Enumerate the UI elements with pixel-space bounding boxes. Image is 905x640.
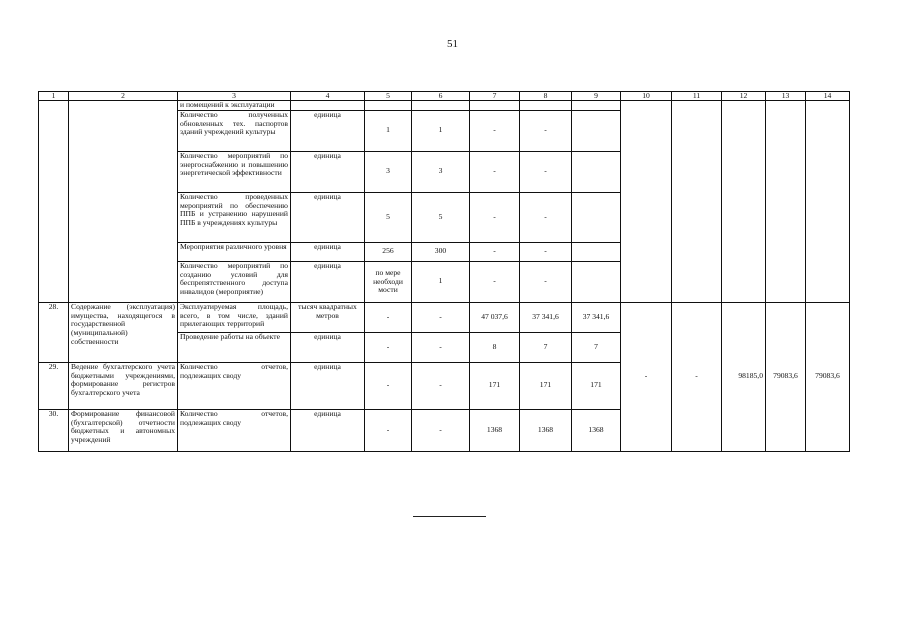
indicator-cell: Проведение работы на объекте xyxy=(178,332,291,362)
value-cell: - xyxy=(520,261,572,302)
header-cell: 6 xyxy=(412,92,470,101)
merged-value-cell: - xyxy=(621,302,672,451)
value-cell: - xyxy=(470,242,520,261)
value-cell: 3 xyxy=(412,151,470,192)
value-cell: - xyxy=(412,362,470,409)
table-row xyxy=(39,302,850,332)
indicator-cell: Эксплуатируемая площадь, всего, в том числе, зданий прилегающих территорий xyxy=(178,302,291,332)
indicator-cell: и помещений к эксплуатации xyxy=(178,101,291,111)
header-row xyxy=(39,92,850,101)
value-cell: 7 xyxy=(520,332,572,362)
row-number-cell: 29. xyxy=(39,362,69,409)
indicator-cell: Количество проведенных мероприятий по обеспечению ППБ и устранению нарушений ППБ в учреждениях культуры xyxy=(178,192,291,242)
unit-cell: тысяч квадратных метров xyxy=(291,302,365,332)
value-cell: - xyxy=(365,302,412,332)
value-cell: 1368 xyxy=(520,409,572,451)
unit-cell: единица xyxy=(291,332,365,362)
footer-rule xyxy=(413,516,486,517)
service-name-cell xyxy=(69,101,178,303)
unit-cell: единица xyxy=(291,242,365,261)
indicator-cell: Количество отчетов, подлежащих своду xyxy=(178,409,291,451)
unit-cell: единица xyxy=(291,110,365,151)
value-cell: 300 xyxy=(412,242,470,261)
indicator-cell: Количество мероприятий по созданию условий для беспрепятственного доступа инвалидов (мероприятие) xyxy=(178,261,291,302)
indicator-cell: Количество полученных обновленных тех. паспортов зданий учреждений культуры xyxy=(178,110,291,151)
value-cell: 8 xyxy=(470,332,520,362)
value-cell: 1368 xyxy=(572,409,621,451)
unit-cell: единица xyxy=(291,192,365,242)
header-cell: 14 xyxy=(806,92,850,101)
value-cell: - xyxy=(470,261,520,302)
table-row xyxy=(39,101,850,111)
header-cell: 3 xyxy=(178,92,291,101)
value-cell: 171 xyxy=(572,362,621,409)
budget-table xyxy=(38,91,850,452)
unit-cell: единица xyxy=(291,362,365,409)
row-number-cell xyxy=(39,101,69,303)
merged-value-cell: - xyxy=(672,302,722,451)
merged-value-cell: 98185,0 xyxy=(722,302,766,451)
header-cell: 4 xyxy=(291,92,365,101)
header-cell: 5 xyxy=(365,92,412,101)
value-cell: - xyxy=(365,362,412,409)
row-number-cell: 30. xyxy=(39,409,69,451)
header-cell: 12 xyxy=(722,92,766,101)
value-cell: - xyxy=(470,151,520,192)
header-cell: 8 xyxy=(520,92,572,101)
row-number-cell: 28. xyxy=(39,302,69,362)
value-cell: 37 341,6 xyxy=(520,302,572,332)
value-cell: 171 xyxy=(520,362,572,409)
value-cell: 3 xyxy=(365,151,412,192)
service-name-cell: Ведение бухгалтерского учета бюджетными учреждениями, формирование регистров бухгалтерского учета xyxy=(69,362,178,409)
unit-cell: единица xyxy=(291,151,365,192)
value-cell: 1 xyxy=(365,110,412,151)
value-cell: 5 xyxy=(412,192,470,242)
value-cell: - xyxy=(520,110,572,151)
header-cell: 2 xyxy=(69,92,178,101)
header-cell: 7 xyxy=(470,92,520,101)
header-cell: 10 xyxy=(621,92,672,101)
header-cell: 9 xyxy=(572,92,621,101)
merged-value-cell: 79083,6 xyxy=(766,302,806,451)
value-cell: по мере необходи мости xyxy=(365,261,412,302)
service-name-cell: Формирование финансовой (бухгалтерской) отчетности бюджетных и автономных учреждений xyxy=(69,409,178,451)
value-cell: - xyxy=(470,110,520,151)
value-cell: 256 xyxy=(365,242,412,261)
value-cell: 5 xyxy=(365,192,412,242)
value-cell: - xyxy=(412,332,470,362)
value-cell: 47 037,6 xyxy=(470,302,520,332)
value-cell: 171 xyxy=(470,362,520,409)
header-cell: 1 xyxy=(39,92,69,101)
value-cell: - xyxy=(470,192,520,242)
value-cell: 7 xyxy=(572,332,621,362)
value-cell: - xyxy=(520,151,572,192)
value-cell: - xyxy=(365,409,412,451)
value-cell: - xyxy=(365,332,412,362)
value-cell: 1368 xyxy=(470,409,520,451)
page-number: 51 xyxy=(447,38,458,50)
indicator-cell: Мероприятия различного уровня xyxy=(178,242,291,261)
value-cell: 1 xyxy=(412,261,470,302)
indicator-cell: Количество мероприятий по энергоснабжению и повышению энергетической эффективности xyxy=(178,151,291,192)
value-cell: 1 xyxy=(412,110,470,151)
header-cell: 11 xyxy=(672,92,722,101)
unit-cell: единица xyxy=(291,261,365,302)
value-cell: - xyxy=(520,192,572,242)
unit-cell: единица xyxy=(291,409,365,451)
indicator-cell: Количество отчетов, подлежащих своду xyxy=(178,362,291,409)
value-cell: - xyxy=(520,242,572,261)
value-cell: - xyxy=(412,302,470,332)
header-cell: 13 xyxy=(766,92,806,101)
service-name-cell: Содержание (эксплуатация) имущества, находящегося в государственной (муниципальной) собственности xyxy=(69,302,178,362)
value-cell: - xyxy=(412,409,470,451)
merged-value-cell: 79083,6 xyxy=(806,302,850,451)
value-cell: 37 341,6 xyxy=(572,302,621,332)
